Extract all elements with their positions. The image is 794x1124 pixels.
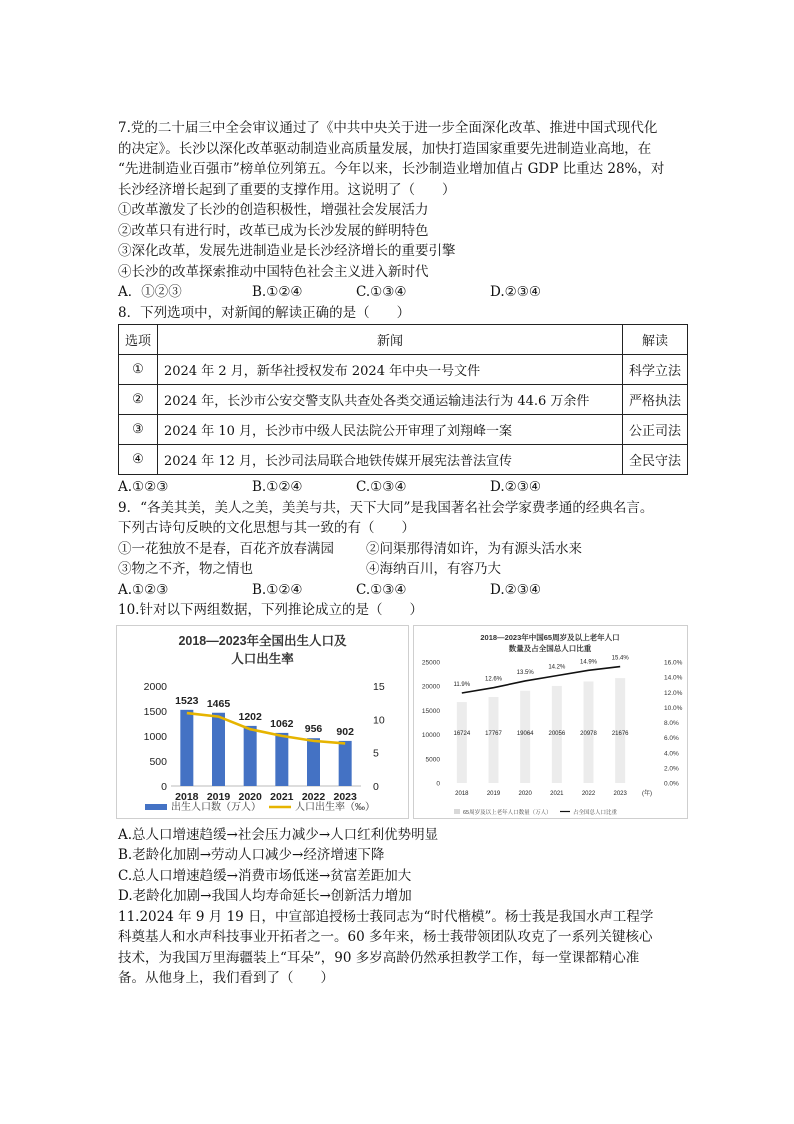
q7-line: 7.党的二十届三中全会审议通过了《中共中央关于进一步全面深化改革、推进中国式现代化 (118, 120, 658, 136)
chart-title: 人口出生率 (231, 651, 294, 666)
x-tick-label: 2019 (206, 790, 231, 803)
q10-option-b[interactable]: B.老龄化加剧→劳动人口减少→经济增速下降 (118, 847, 385, 863)
table-cell: 2024 年 2 月，新华社授权发布 2024 年中央一号文件 (158, 355, 623, 385)
legend-swatch-bar (145, 804, 167, 810)
y-tick-left: 0 (161, 780, 167, 793)
table-cell: 2024 年 10 月，长沙市中级人民法院公开审理了刘翔峰一案 (158, 415, 623, 445)
q7-options (118, 282, 698, 303)
bar-label: 17767 (485, 730, 502, 737)
line-label: 14.9% (579, 658, 598, 665)
line-label: 15.4% (611, 655, 629, 662)
x-tick-label: 2021 (550, 790, 564, 797)
data-label: 1062 (270, 717, 294, 730)
table-cell: 公正司法 (623, 415, 688, 445)
q8-option-d[interactable]: D.②③④ (490, 479, 541, 495)
q9-poem: ①一花独放不是春，百花齐放春满园 (118, 540, 334, 557)
q7-line: “先进制造业百强市”榜单位列第五。今年以来，长沙制造业增加值占 GDP 比重达 28%，对 (118, 161, 665, 177)
x-tick-label: 2023 (333, 790, 357, 803)
table-cell: 2024 年，长沙市公安交警支队共查处各类交通运输违法行为 44.6 万余件 (158, 385, 623, 415)
y-tick-right: 14.0% (664, 674, 683, 682)
x-tick-label: 2023 (613, 790, 627, 797)
y-tick-right: 2.0% (664, 764, 679, 772)
chart-row (116, 625, 698, 821)
birth-chart-frame (116, 625, 409, 819)
q10-option-d[interactable]: D.老龄化加剧→我国人均寿命延长→创新活力增加 (118, 888, 412, 904)
bar (457, 702, 467, 783)
chart-title: 2018—2023年中国65周岁及以上老年人口 (480, 632, 620, 642)
y-tick-left: 10000 (421, 731, 440, 739)
q7-option-d[interactable]: D.②③④ (490, 284, 541, 300)
legend-label: 65周岁及以上老年人口数量（万人） (463, 809, 552, 816)
bar (275, 732, 288, 785)
q11-line: 技术，为我国万里海疆装上“耳朵”，90 多岁高龄仍然承担教学工作，每一堂课都精心准 (118, 949, 640, 966)
x-tick-label: 2021 (270, 790, 294, 803)
bar-label: 19064 (516, 730, 534, 737)
y-tick-left: 15000 (421, 707, 440, 715)
q10-option-a[interactable]: A.总人口增速趋缓→社会压力减少→人口红利优势明显 (118, 826, 439, 843)
x-unit-label: (年) (642, 790, 652, 797)
q9-line: 下列古诗句反映的文化思想与其一致的有（ ） (118, 520, 415, 536)
question-10 (118, 600, 698, 907)
data-label: 1523 (175, 694, 199, 707)
y-tick-right: 10.0% (664, 704, 683, 712)
line-label: 12.6% (484, 676, 503, 683)
x-tick-label: 2019 (486, 790, 501, 797)
bar (489, 697, 499, 783)
q11-line: 备。从他身上，我们看到了（ ） (118, 970, 334, 986)
q9-option-b[interactable]: B.①②④ (252, 581, 303, 598)
q9-options (118, 580, 698, 601)
q7-statement: ④长沙的改革探索推动中国特色社会主义进入新时代 (118, 263, 429, 280)
table-row (119, 355, 688, 385)
question-11 (118, 907, 698, 989)
y-tick-left: 500 (149, 755, 167, 768)
table-cell: ④ (119, 445, 158, 475)
q7-option-c[interactable]: C.①③④ (356, 284, 407, 300)
y-tick-left: 20000 (421, 683, 440, 691)
q10-option-c[interactable]: C.总人口增速趋缓→消费市场低迷→贫富差距加大 (118, 867, 412, 884)
y-tick-right: 5 (373, 747, 379, 760)
y-tick-right: 15 (373, 680, 385, 693)
bar (244, 725, 257, 785)
bar (180, 709, 193, 785)
table-header-cell: 解读 (623, 325, 688, 355)
legend-label: 出生人口数（万人） (171, 801, 261, 813)
legend-label: 占全国总人口比重 (573, 809, 618, 816)
table-header-row (119, 325, 688, 355)
q7-statement: ③深化改革，发展先进制造业是长沙经济增长的重要引擎 (118, 243, 456, 259)
q8-options (118, 477, 698, 498)
q11-line: 11.2024 年 9 月 19 日，中宣部追授杨士莪同志为“时代楷模”。杨士莪是我国水声工程学 (118, 908, 654, 925)
q8-option-c[interactable]: C.①③④ (356, 479, 407, 495)
q7-line: 长沙经济增长起到了重要的支撑作用。这说明了（ ） (118, 181, 456, 198)
y-tick-right: 0 (373, 780, 379, 793)
legend-label: 人口出生率（‰） (295, 801, 375, 813)
q9-poem-row (118, 539, 698, 560)
q7-statement: ①改革激发了长沙的创造积极性，增强社会发展活力 (118, 202, 429, 218)
x-tick-label: 2022 (301, 790, 326, 803)
data-label: 1465 (206, 697, 231, 710)
q7-statement: ②改革只有进行时，改革已成为长沙发展的鲜明特色 (118, 222, 429, 239)
q10-stem: 10.针对以下两组数据，下列推论成立的是（ ） (118, 602, 423, 618)
q9-option-c[interactable]: C.①③④ (356, 581, 407, 598)
q9-poem: ③物之不齐，物之情也 (118, 561, 253, 577)
table-cell: ① (119, 355, 158, 385)
aging-chart-frame (413, 625, 688, 819)
table-header-cell: 选项 (119, 325, 158, 355)
y-tick-left: 1500 (143, 705, 167, 718)
bar-label: 20056 (548, 730, 566, 737)
bar (307, 738, 320, 786)
y-tick-left: 5000 (425, 755, 440, 763)
q9-poem-row (118, 559, 698, 580)
y-tick-right: 0.0% (664, 780, 679, 787)
q9-option-a[interactable]: A.①②③ (118, 581, 169, 598)
exam-page (118, 118, 698, 989)
y-tick-left: 0 (436, 780, 440, 787)
table-row (119, 415, 688, 445)
line-label: 13.5% (516, 669, 534, 676)
table-cell: ③ (119, 415, 158, 445)
y-tick-left: 2000 (143, 680, 167, 693)
legend-swatch-bar (454, 809, 460, 814)
table-header-cell: 新闻 (158, 325, 623, 355)
q8-option-b[interactable]: B.①②④ (252, 479, 303, 495)
x-tick-label: 2022 (581, 790, 596, 797)
y-tick-right: 6.0% (664, 734, 679, 742)
table-cell: 2024 年 12 月，长沙司法局联合地铁传媒开展宪法普法宣传 (158, 445, 623, 475)
q7-option-b[interactable]: B.①②④ (252, 284, 303, 300)
data-label: 956 (304, 722, 323, 735)
line-label: 14.2% (548, 664, 566, 671)
data-label: 902 (336, 725, 354, 738)
q8-stem: 8．下列选项中，对新闻的解读正确的是（ ） (118, 304, 411, 321)
q9-option-d[interactable]: D.②③④ (490, 581, 541, 598)
y-tick-left: 25000 (421, 659, 440, 666)
question-8 (118, 303, 698, 498)
x-tick-label: 2018 (455, 790, 469, 797)
question-9 (118, 498, 698, 601)
q9-poem: ②问渠那得清如许，为有源头活水来 (366, 540, 582, 557)
question-7 (118, 118, 698, 303)
news-table (118, 324, 688, 475)
table-cell: 严格执法 (623, 385, 688, 415)
q8-option-a[interactable]: A.①②③ (118, 479, 169, 495)
q7-option-a[interactable]: A．①②③ (118, 284, 182, 300)
y-tick-right: 10 (373, 713, 385, 726)
x-tick-label: 2018 (175, 790, 199, 803)
q9-line: 9．“各美其美，美人之美，美美与共，天下大同”是我国著名社会学家费孝通的经典名言。 (118, 499, 654, 516)
chart-title: 2018—2023年全国出生人口及 (178, 633, 347, 648)
x-tick-label: 2020 (518, 790, 532, 797)
y-tick-right: 12.0% (664, 689, 683, 697)
bar-label: 16724 (453, 730, 471, 737)
y-tick-left: 1000 (143, 730, 167, 743)
y-tick-right: 4.0% (664, 749, 679, 757)
birth-chart (117, 626, 408, 818)
chart-title: 数量及占全国总人口比重 (508, 643, 592, 653)
q7-line: 的决定》。长沙以深化改革驱动制造业高质量发展，加快打造国家重要先进制造业高地，在 (118, 140, 652, 157)
data-label: 1202 (238, 710, 262, 723)
bar (339, 740, 352, 785)
x-tick-label: 2020 (238, 790, 262, 803)
bar (212, 712, 225, 785)
table-row (119, 385, 688, 415)
y-tick-right: 16.0% (664, 659, 683, 666)
bar-label: 20978 (580, 730, 597, 737)
table-cell: 科学立法 (623, 355, 688, 385)
line-label: 11.9% (453, 681, 471, 688)
table-cell: ② (119, 385, 158, 415)
q11-line: 科奠基人和水声科技事业开拓者之一。60 多年来，杨士莪带领团队攻克了一系列关键核心 (118, 929, 653, 945)
table-cell: 全民守法 (623, 445, 688, 475)
q9-poem: ④海纳百川，有容乃大 (366, 561, 501, 577)
y-tick-right: 8.0% (664, 719, 679, 727)
bar-label: 21676 (611, 730, 629, 737)
table-row (119, 445, 688, 475)
aging-chart (414, 626, 687, 818)
